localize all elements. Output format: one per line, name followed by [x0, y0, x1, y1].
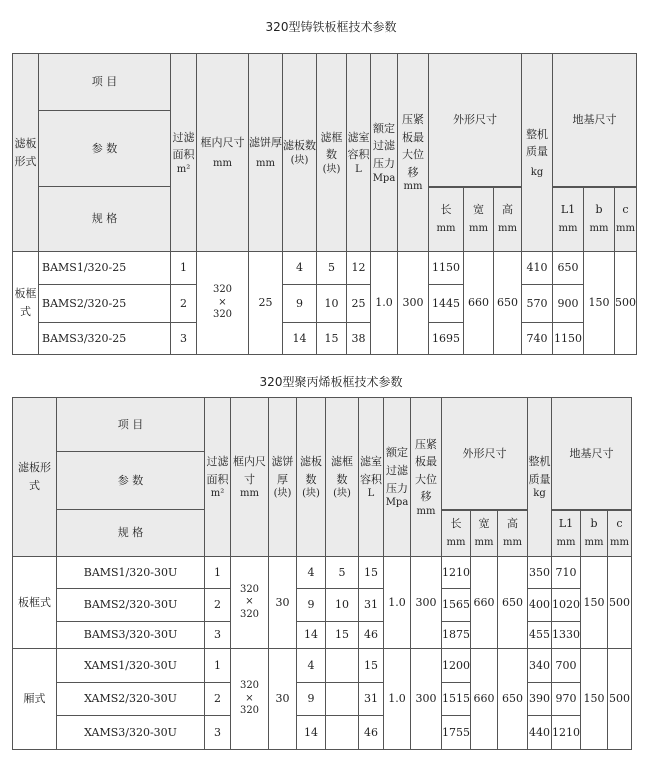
length-cell: 1875	[442, 622, 471, 649]
header-overall-dimensions: 外形尺寸	[429, 54, 522, 187]
spec-cell: XAMS2/320-30U	[57, 683, 205, 716]
weight-cell: 340	[528, 649, 552, 683]
header-chamber-volume: 滤室容积 L	[347, 54, 371, 252]
header-height: 高 mm	[498, 511, 528, 557]
header-params: 参 数	[57, 452, 205, 510]
table1-title: 320型铸铁板框技术参数	[265, 20, 397, 34]
travel-cell: 300	[398, 252, 429, 355]
header-plate-count: 滤板数 (块)	[283, 54, 317, 252]
height-cell: 650	[498, 649, 528, 750]
header-b: b mm	[581, 511, 608, 557]
header-c: c mm	[608, 511, 632, 557]
width-cell: 660	[464, 252, 494, 355]
header-L1: L1 mm	[552, 511, 581, 557]
header-frame-count: 滤框数 (块)	[326, 398, 359, 557]
header-item: 项 目	[57, 398, 205, 452]
b-cell: 150	[581, 557, 608, 649]
pressure-cell: 1.0	[371, 252, 398, 355]
frames-cell: 10	[326, 589, 359, 622]
area-cell: 2	[205, 683, 231, 716]
height-cell: 650	[494, 252, 522, 355]
L1-cell: 970	[552, 683, 581, 716]
spec-cell: BAMS1/320-25	[39, 252, 171, 285]
header-width: 宽 mm	[471, 511, 498, 557]
area-cell: 2	[171, 285, 197, 323]
header-cake-thickness: 滤饼厚 mm	[249, 54, 283, 252]
frames-cell: 10	[317, 285, 347, 323]
header-spec: 规 格	[39, 187, 171, 252]
length-cell: 1755	[442, 716, 471, 750]
area-cell: 3	[171, 323, 197, 355]
volume-cell: 31	[359, 683, 384, 716]
table-row	[13, 716, 632, 750]
frames-cell	[326, 649, 359, 683]
c-cell: 500	[608, 649, 632, 750]
weight-cell: 400	[528, 589, 552, 622]
header-rated-pressure: 额定过滤压力 Mpa	[384, 398, 411, 557]
L1-cell: 1150	[553, 323, 584, 355]
frame-size-cell: 320 × 320	[231, 557, 269, 649]
length-cell: 1695	[429, 323, 464, 355]
group-label: 板框式	[13, 557, 57, 649]
spec-cell: XAMS3/320-30U	[57, 716, 205, 750]
area-cell: 1	[205, 649, 231, 683]
c-cell: 500	[615, 252, 637, 355]
header-chamber-volume: 滤室容积 L	[359, 398, 384, 557]
weight-cell: 410	[522, 252, 553, 285]
table-row	[13, 252, 637, 285]
L1-cell: 710	[552, 557, 581, 589]
pressure-cell: 1.0	[384, 557, 411, 649]
header-frame-inner-size: 框内尺寸 mm	[197, 54, 249, 252]
plates-cell: 9	[283, 285, 317, 323]
L1-cell: 900	[553, 285, 584, 323]
length-cell: 1150	[429, 252, 464, 285]
weight-cell: 455	[528, 622, 552, 649]
spec-cell: BAMS1/320-30U	[57, 557, 205, 589]
header-width: 宽 mm	[464, 188, 494, 252]
volume-cell: 31	[359, 589, 384, 622]
header-frame-count: 滤框数 (块)	[317, 54, 347, 252]
plates-cell: 4	[283, 252, 317, 285]
header-cake-thickness: 滤饼厚 (块)	[269, 398, 297, 557]
header-params: 参 数	[39, 111, 171, 187]
weight-cell: 570	[522, 285, 553, 323]
L1-cell: 700	[552, 649, 581, 683]
L1-cell: 1330	[552, 622, 581, 649]
plates-cell: 4	[297, 557, 326, 589]
cake-thickness-cell: 25	[249, 252, 283, 355]
table-row	[13, 622, 632, 649]
header-filter-plate-form: 滤板形式	[13, 398, 57, 557]
header-max-travel: 压紧板最大位移 mm	[411, 398, 442, 557]
volume-cell: 46	[359, 622, 384, 649]
header-length: 长 mm	[442, 511, 471, 557]
travel-cell: 300	[411, 649, 442, 750]
header-c: c mm	[615, 188, 637, 252]
header-foundation-dimensions: 地基尺寸	[553, 54, 637, 187]
area-cell: 2	[205, 589, 231, 622]
volume-cell: 38	[347, 323, 371, 355]
area-cell: 3	[205, 716, 231, 750]
header-foundation-dimensions: 地基尺寸	[552, 398, 632, 510]
weight-cell: 740	[522, 323, 553, 355]
volume-cell: 15	[359, 649, 384, 683]
b-cell: 150	[584, 252, 615, 355]
length-cell: 1445	[429, 285, 464, 323]
header-b: b mm	[584, 188, 615, 252]
header-filter-plate-form: 滤板形式	[13, 54, 39, 252]
cast-iron-spec-table	[12, 53, 637, 355]
plates-cell: 9	[297, 589, 326, 622]
header-frame-inner-size: 框内尺寸 mm	[231, 398, 269, 557]
header-filter-area: 过滤面积 m²	[171, 54, 197, 252]
spec-cell: BAMS2/320-30U	[57, 589, 205, 622]
header-weight: 整机质量 kg	[522, 54, 553, 252]
volume-cell: 25	[347, 285, 371, 323]
header-weight: 整机质量 kg	[528, 398, 552, 557]
cake-thickness-cell: 30	[269, 557, 297, 649]
frames-cell: 5	[317, 252, 347, 285]
header-plate-count: 滤板数 (块)	[297, 398, 326, 557]
table-row	[13, 557, 632, 589]
weight-cell: 390	[528, 683, 552, 716]
cake-thickness-cell: 30	[269, 649, 297, 750]
table-row	[13, 649, 632, 683]
L1-cell: 1020	[552, 589, 581, 622]
pressure-cell: 1.0	[384, 649, 411, 750]
spec-cell: XAMS1/320-30U	[57, 649, 205, 683]
frames-cell: 15	[326, 622, 359, 649]
table-row	[13, 683, 632, 716]
table-row	[13, 323, 637, 355]
L1-cell: 650	[553, 252, 584, 285]
length-cell: 1565	[442, 589, 471, 622]
length-cell: 1210	[442, 557, 471, 589]
width-cell: 660	[471, 557, 498, 649]
header-max-travel: 压紧板最大位移 mm	[398, 54, 429, 252]
header-L1: L1 mm	[553, 188, 584, 252]
area-cell: 3	[205, 622, 231, 649]
spec-cell: BAMS2/320-25	[39, 285, 171, 323]
area-cell: 1	[205, 557, 231, 589]
frame-size-cell: 320 × 320	[231, 649, 269, 750]
volume-cell: 15	[359, 557, 384, 589]
plates-cell: 14	[297, 622, 326, 649]
length-cell: 1200	[442, 649, 471, 683]
header-length: 长 mm	[429, 188, 464, 252]
weight-cell: 440	[528, 716, 552, 750]
plates-cell: 4	[297, 649, 326, 683]
header-rated-pressure: 额定过滤压力 Mpa	[371, 54, 398, 252]
header-spec: 规 格	[57, 510, 205, 557]
volume-cell: 12	[347, 252, 371, 285]
polypropylene-spec-table	[12, 397, 632, 750]
frames-cell: 5	[326, 557, 359, 589]
frames-cell	[326, 683, 359, 716]
weight-cell: 350	[528, 557, 552, 589]
table2-title: 320型聚丙烯板框技术参数	[259, 375, 403, 389]
header-overall-dimensions: 外形尺寸	[442, 398, 528, 510]
frame-size-cell: 320 × 320	[197, 252, 249, 355]
group-label: 厢式	[13, 649, 57, 750]
c-cell: 500	[608, 557, 632, 649]
width-cell: 660	[471, 649, 498, 750]
group-label: 板框式	[13, 252, 39, 355]
frames-cell	[326, 716, 359, 750]
b-cell: 150	[581, 649, 608, 750]
spec-cell: BAMS3/320-25	[39, 323, 171, 355]
volume-cell: 46	[359, 716, 384, 750]
header-filter-area: 过滤面积 m²	[205, 398, 231, 557]
plates-cell: 14	[297, 716, 326, 750]
length-cell: 1515	[442, 683, 471, 716]
header-height: 高 mm	[494, 188, 522, 252]
table-row	[13, 285, 637, 323]
plates-cell: 9	[297, 683, 326, 716]
height-cell: 650	[498, 557, 528, 649]
frames-cell: 15	[317, 323, 347, 355]
table-row	[13, 589, 632, 622]
plates-cell: 14	[283, 323, 317, 355]
header-item: 项 目	[39, 54, 171, 111]
L1-cell: 1210	[552, 716, 581, 750]
area-cell: 1	[171, 252, 197, 285]
travel-cell: 300	[411, 557, 442, 649]
spec-cell: BAMS3/320-30U	[57, 622, 205, 649]
